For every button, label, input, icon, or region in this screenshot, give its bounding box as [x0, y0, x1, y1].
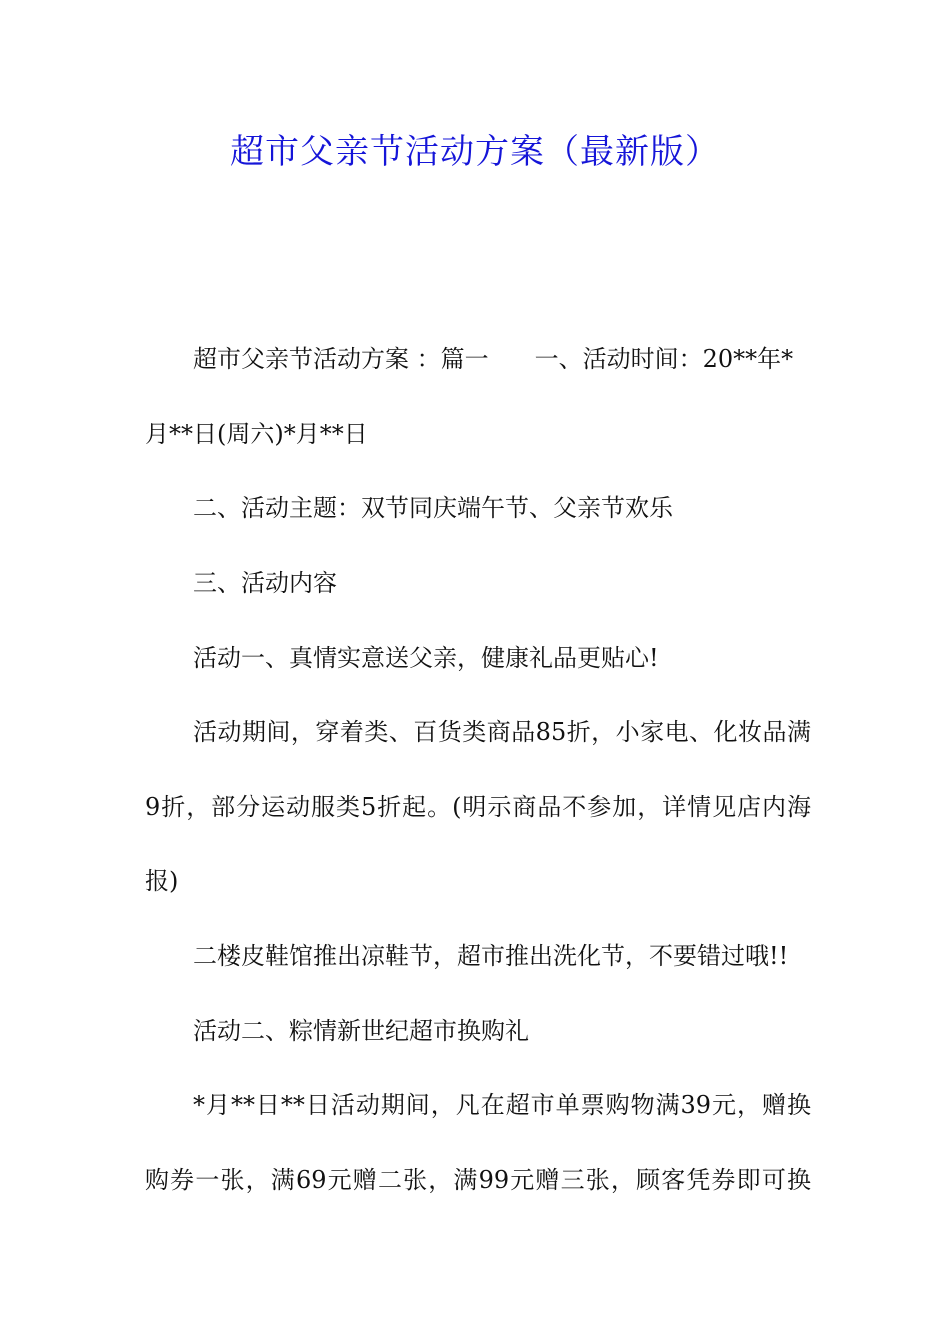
- line-1-part-a: 超市父亲节活动方案 ：篇一: [193, 345, 489, 373]
- document-title: 超市父亲节活动方案（最新版）: [230, 132, 720, 172]
- paragraph-line-11: *月**日**日活动期间，凡在超市单票购物满39元，赠换: [193, 1091, 811, 1119]
- paragraph-line-8: 报): [145, 867, 179, 895]
- paragraph-line-3: 二、活动主题：双节同庆端午节、父亲节欢乐: [193, 494, 673, 522]
- paragraph-line-5: 活动一、真情实意送父亲，健康礼品更贴心!: [193, 644, 659, 672]
- paragraph-line-7: 9折，部分运动服类5折起。(明示商品不参加，详情见店内海: [145, 793, 811, 821]
- paragraph-line-2: 月**日(周六)*月**日: [145, 420, 368, 448]
- paragraph-line-6: 活动期间，穿着类、百货类商品85折，小家电、化妆品满: [193, 718, 811, 746]
- paragraph-line-1: [193, 341, 811, 377]
- paragraph-line-4: 三、活动内容: [193, 569, 337, 597]
- line-1-part-b: 一、活动时间：20**年*: [534, 345, 794, 373]
- paragraph-line-10: 活动二、粽情新世纪超市换购礼: [193, 1017, 529, 1045]
- paragraph-line-9: 二楼皮鞋馆推出凉鞋节，超市推出洗化节，不要错过哦!!: [193, 942, 789, 970]
- paragraph-line-12: 购券一张，满69元赠二张，满99元赠三张，顾客凭券即可换: [145, 1166, 811, 1194]
